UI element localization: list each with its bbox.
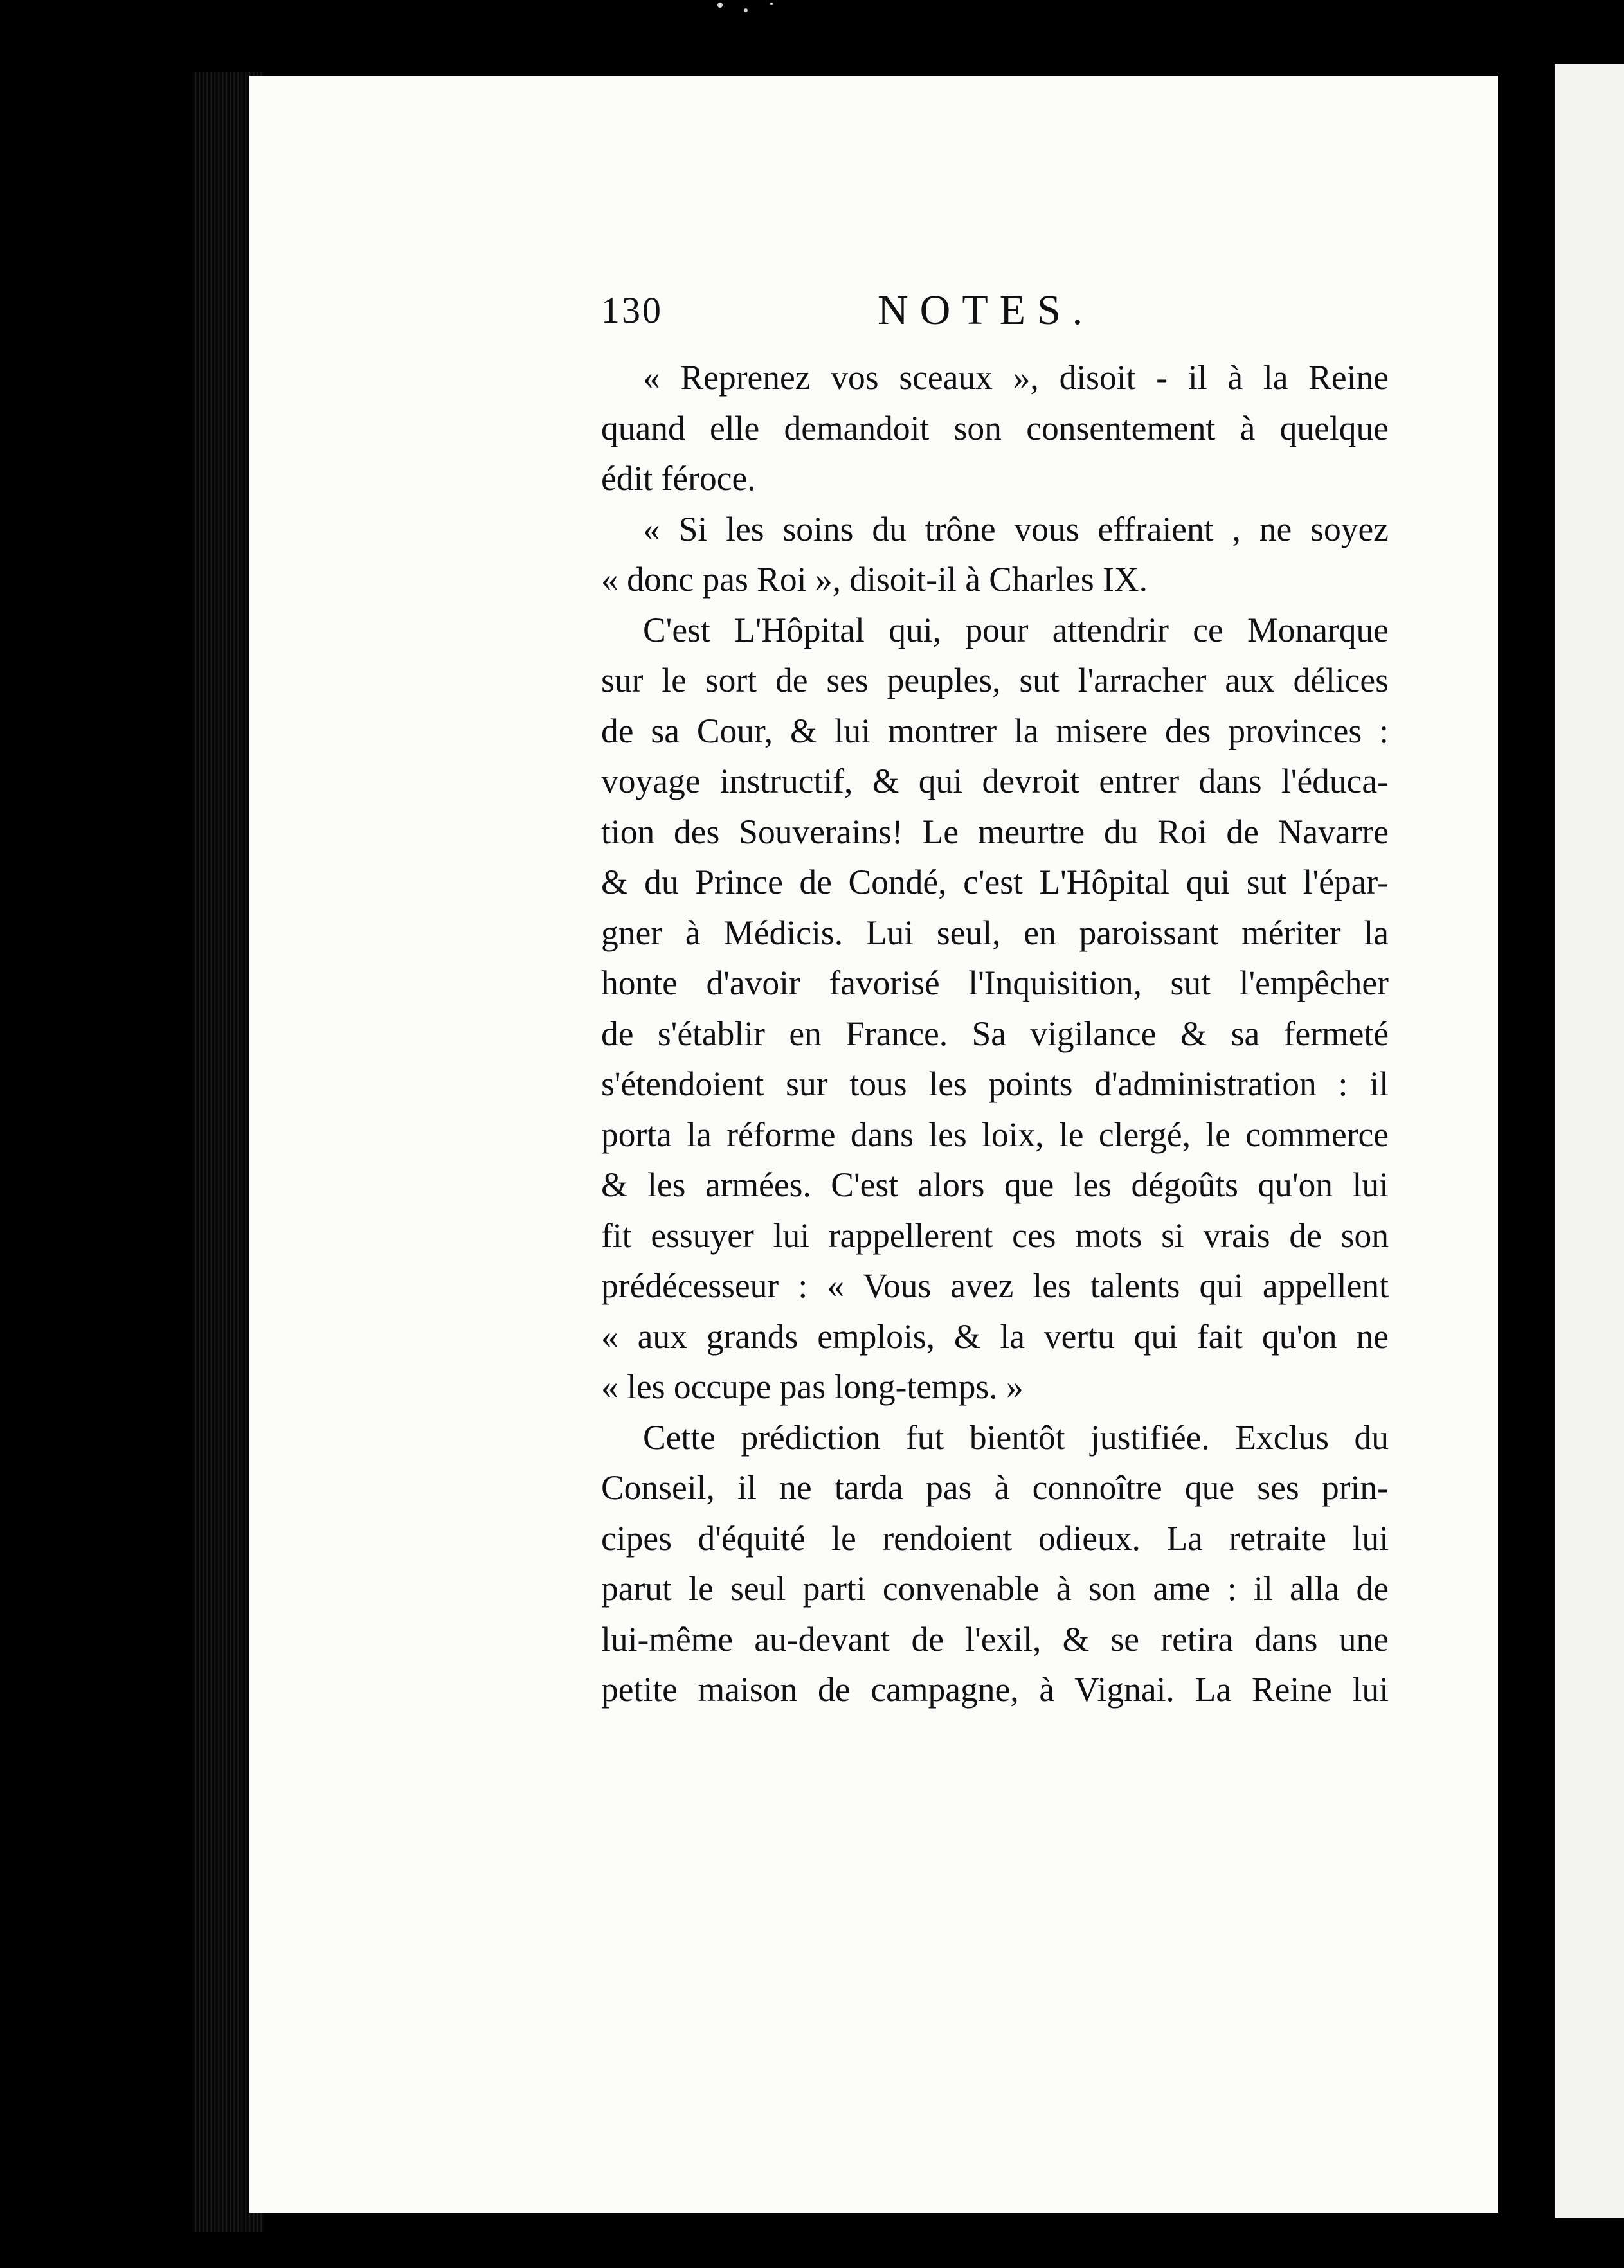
text-line: tion des Souverains! Le meurtre du Roi de Navarre [601,812,1389,851]
text-line: « donc pas Roi », disoit-il à Charles IX. [601,560,1148,598]
text-line: fit essuyer lui rappellerent ces mots si vrais de son [601,1216,1389,1255]
text-line: lui-même au-devant de l'exil, & se retira dans une [601,1619,1389,1659]
text-line: de s'établir en France. Sa vigilance & sa fermeté [601,1014,1389,1053]
facing-page-edge [1555,64,1624,2218]
text-line: « Si les soins du trône vous effraient , ne soyez [643,509,1389,548]
text-line: Cette prédiction fut bientôt justifiée. Exclus du [643,1418,1389,1457]
scan-artifact-specks [694,0,823,26]
text-line: voyage instructif, & qui devroit entrer dans l'éduca- [601,762,1389,800]
text-line: Conseil, il ne tarda pas à connoître que ses prin- [601,1468,1389,1507]
text-line: quand elle demandoit son consentement à quelque [601,408,1389,447]
running-title: NOTES. [878,287,1095,334]
text-line: sur le sort de ses peuples, sut l'arracher aux délices [601,661,1389,699]
text-line: & les armées. C'est alors que les dégoûts qu'on lui [601,1166,1389,1204]
text-line: « aux grands emplois, & la vertu qui fait qu'on ne [601,1317,1389,1356]
text-line: « les occupe pas long-temps. » [601,1367,1024,1406]
text-line: & du Prince de Condé, c'est L'Hôpital qui sut l'épar- [601,863,1389,901]
page-number: 130 [601,289,663,331]
text-line: cipes d'équité le rendoient odieux. La retraite lui [601,1518,1389,1558]
text-line: parut le seul parti convenable à son ame : il alla de [601,1569,1389,1608]
binding-gutter [1498,51,1555,2237]
text-line: s'étendoient sur tous les points d'administration : il [601,1065,1389,1103]
text-line: « Reprenez vos sceaux », disoit - il à la Reine [643,358,1389,397]
text-line: de sa Cour, & lui montrer la misere des provinces : [601,711,1389,750]
text-line: prédécesseur : « Vous avez les talents qui appellent [601,1266,1389,1305]
text-line: gner à Médicis. Lui seul, en paroissant mériter la [601,913,1389,952]
text-line: petite maison de campagne, à Vignai. La Reine lui [601,1670,1389,1709]
text-line: édit féroce. [601,459,756,498]
body-text [601,352,1389,1715]
page-header [601,286,1411,344]
text-line: C'est L'Hôpital qui, pour attendrir ce Monarque [643,610,1389,649]
text-line: honte d'avoir favorisé l'Inquisition, sut l'empêcher [601,964,1389,1002]
text-line: porta la réforme dans les loix, le clergé, le commerce [601,1115,1389,1154]
